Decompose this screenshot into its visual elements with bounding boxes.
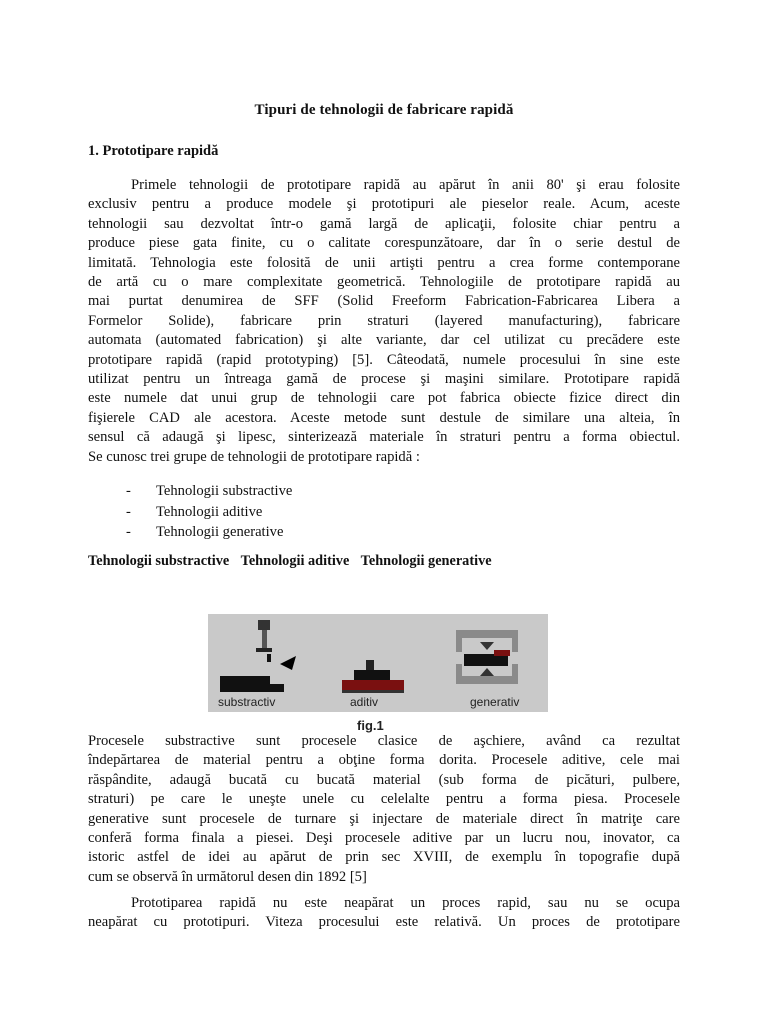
- heading-generative: Tehnologii generative: [360, 553, 492, 569]
- dash-bullet: -: [126, 524, 131, 540]
- text-line: istoric astfel de idei au apărut de prin sec XVIII, de exemplu în topografie după: [88, 849, 680, 866]
- heading-additive: Tehnologii aditive: [240, 553, 350, 569]
- text-line: Prototiparea rapidă nu este neapărat un proces rapid, sau nu se ocupa: [131, 895, 680, 911]
- text-line: sensul că adaugă şi lipesc, sinterizează materiale în straturi pentru a forma obiectul.: [88, 429, 680, 446]
- paragraph-speed: [88, 894, 680, 933]
- text-line: răspândite, adaugă bucată cu bucată material (sub forma de picături, pulbere,: [88, 771, 680, 788]
- list-item: [126, 502, 292, 523]
- label-substractiv: substractiv: [218, 695, 276, 709]
- dash-bullet: -: [126, 503, 131, 520]
- list-item: [126, 522, 292, 543]
- text-line: îndepărtarea de material pentru a obţine forma dorita. Procesele aditive, cele mai: [88, 752, 680, 769]
- text-line: conferă forma finala a piesei. Deşi procesele aditive par un lucru nou, inovator, ca: [88, 830, 680, 847]
- text-line: Formelor Solide), fabricare prin straturi (layered manufacturing), fabricare: [88, 312, 680, 329]
- text-line: mai purtat denumirea de SFF (Solid Freeform Fabrication-Fabricarea Libera a: [88, 293, 680, 310]
- text-line: exclusiv pentru a produce modele şi prototipuri ale pieselor reale. Acum, aceste: [88, 196, 680, 213]
- label-generativ: generativ: [470, 695, 520, 709]
- figure-illustration: [208, 614, 548, 712]
- label-aditiv: aditiv: [350, 695, 379, 709]
- section-heading: 1. Prototipare rapidă: [88, 143, 219, 159]
- heading-substractive: Tehnologii substractive: [88, 553, 230, 569]
- figure-technology-diagram: [208, 614, 548, 712]
- list-item: [126, 481, 292, 502]
- text-line: Se cunosc trei grupe de tehnologii de prototipare rapidă :: [88, 448, 420, 465]
- text-line: generative sunt procesele de turnare şi injectare de materiale direct în matriţe care: [88, 810, 680, 827]
- text-line: tehnologii sau dezvoltat într-o gamă largă de aplicaţii, folosite chiar pentru a: [88, 215, 680, 232]
- figure-caption: fig.1: [357, 718, 384, 733]
- list-item-text: Tehnologii substractive: [156, 483, 293, 499]
- text-line: straturi) pe care le uneşte unele cu celelalte pentru a forma piesa. Procesele: [88, 791, 680, 808]
- text-line: Procesele substractive sunt procesele clasice de aşchiere, având ca rezultat: [88, 733, 680, 749]
- text-line: de artă cu o mare complexitate geometrică. Tehnologiile de prototipare rapidă au: [88, 274, 680, 291]
- list-item-text: Tehnologii generative: [156, 524, 284, 540]
- dash-bullet: -: [126, 483, 131, 499]
- document-page: [88, 0, 680, 1024]
- paragraph-intro: [88, 176, 680, 467]
- text-line: limitată. Tehnologia este folosită de unii artişti pentru a crea forme contemporane: [88, 254, 680, 271]
- text-line: automata (automated fabrication) şi alte variante, dar cel utilizat cu precădere este: [88, 332, 680, 349]
- text-line: utilizat pentru un întreaga gamă de procese şi maşini similare. Prototipare rapidă: [88, 371, 680, 388]
- text-line: neapărat cu prototipuri. Viteza procesului este relativă. Un proces de prototipare: [88, 914, 680, 931]
- text-line: cum se observă în următorul desen din 1892 [5]: [88, 868, 367, 885]
- text-line: prototipare rapidă (rapid prototyping) [5]. Câteodată, numele procesului în sine este: [88, 351, 680, 368]
- document-title: Tipuri de tehnologii de fabricare rapidă: [254, 102, 514, 118]
- list-item-text: Tehnologii aditive: [156, 503, 263, 520]
- text-line: produce piese gata finite, cu o calitate corespunzătoare, dar în o serie destul de: [88, 235, 680, 252]
- text-line: este numele dat unui grup de tehnologii care pot fabrica obiecte fizice direct din: [88, 390, 680, 407]
- technology-list: [126, 481, 292, 543]
- text-line: Primele tehnologii de prototipare rapidă au apărut în anii 80' şi erau folosite: [131, 177, 680, 193]
- text-line: fişierele CAD ale acestora. Aceste metode sunt destule de similare una alteia, în: [88, 409, 680, 426]
- paragraph-processes: [88, 732, 680, 887]
- technology-headings: [88, 553, 500, 570]
